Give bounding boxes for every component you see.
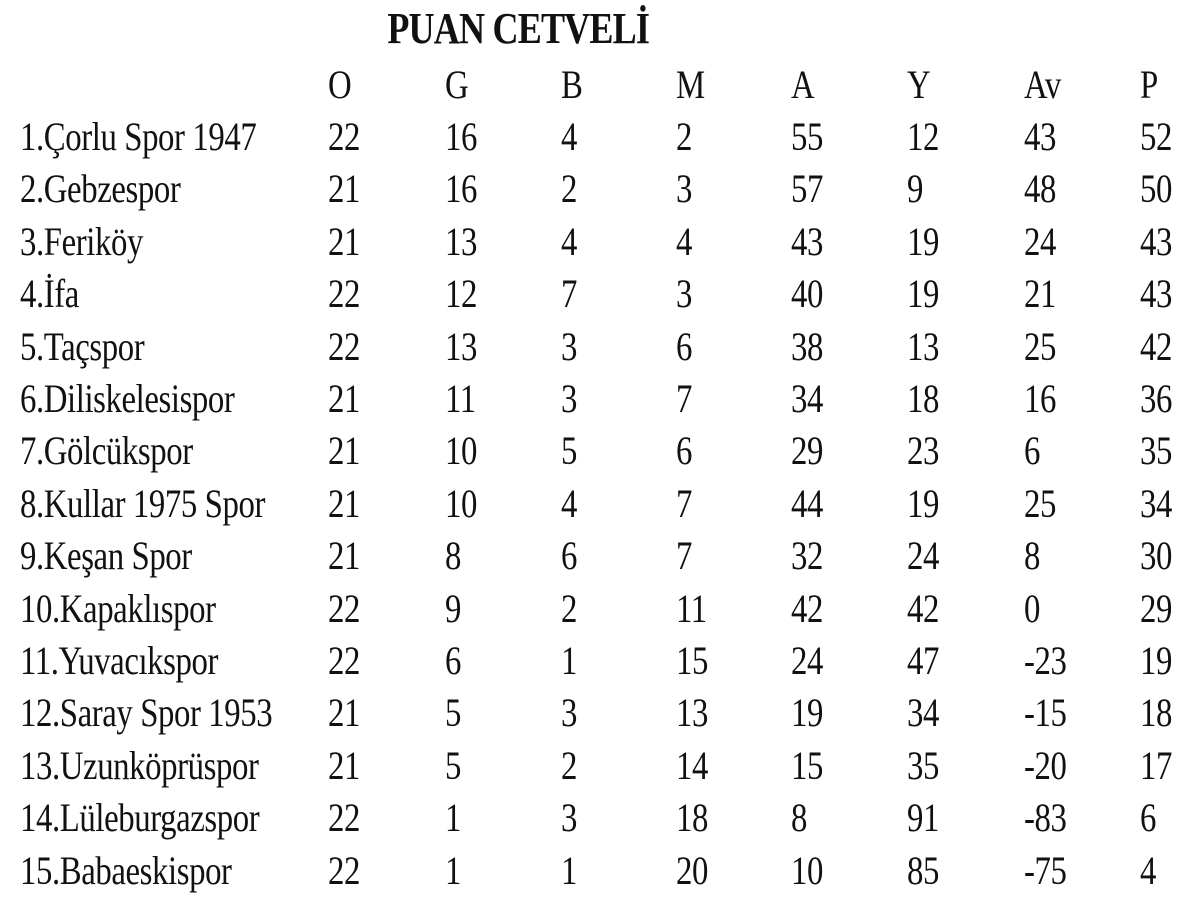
won-cell: 5 bbox=[445, 742, 462, 788]
played-cell: 22 bbox=[327, 271, 360, 317]
goal-difference-cell: 21 bbox=[1023, 271, 1056, 317]
lost-cell: 13 bbox=[676, 690, 709, 736]
table-row bbox=[20, 320, 1200, 372]
drawn-cell: 1 bbox=[560, 637, 577, 683]
goals-for-cell: 43 bbox=[790, 218, 823, 264]
team-name: 6.Diliskelesispor bbox=[20, 376, 235, 422]
won-cell: 12 bbox=[445, 271, 478, 317]
lost-cell: 7 bbox=[676, 533, 693, 579]
drawn-cell: 4 bbox=[560, 218, 577, 264]
table-row bbox=[20, 110, 1200, 162]
goal-difference-cell: 6 bbox=[1023, 428, 1040, 474]
drawn-cell: 7 bbox=[560, 271, 577, 317]
lost-cell: 3 bbox=[676, 271, 693, 317]
drawn-cell: 3 bbox=[560, 795, 577, 841]
goals-against-cell: 19 bbox=[907, 480, 939, 526]
points-cell: 29 bbox=[1140, 585, 1173, 631]
won-cell: 13 bbox=[445, 323, 478, 369]
points-cell: 6 bbox=[1140, 795, 1157, 841]
goals-for-cell: 15 bbox=[790, 742, 823, 788]
page-title: PUAN CETVELİ bbox=[387, 4, 650, 53]
lost-cell: 14 bbox=[676, 742, 709, 788]
lost-cell: 6 bbox=[676, 428, 693, 474]
goal-difference-cell: -15 bbox=[1023, 690, 1066, 736]
lost-cell: 11 bbox=[676, 585, 707, 631]
played-cell: 22 bbox=[327, 637, 360, 683]
drawn-cell: 2 bbox=[560, 585, 577, 631]
table-row bbox=[20, 163, 1200, 215]
team-name: 12.Saray Spor 1953 bbox=[20, 690, 273, 736]
goals-against-cell: 91 bbox=[907, 795, 939, 841]
goals-for-cell: 19 bbox=[790, 690, 823, 736]
won-cell: 16 bbox=[445, 166, 478, 212]
standings-table bbox=[20, 58, 1200, 896]
drawn-cell: 4 bbox=[560, 480, 577, 526]
goals-against-cell: 85 bbox=[907, 847, 939, 893]
table-row bbox=[20, 215, 1200, 267]
header-goal-difference: Av bbox=[1023, 61, 1061, 107]
table-row bbox=[20, 844, 1200, 896]
header-won: G bbox=[445, 61, 469, 107]
team-name: 2.Gebzespor bbox=[20, 166, 181, 212]
goal-difference-cell: -83 bbox=[1023, 795, 1066, 841]
played-cell: 21 bbox=[327, 480, 360, 526]
table-row bbox=[20, 791, 1200, 843]
points-cell: 18 bbox=[1140, 690, 1173, 736]
points-cell: 35 bbox=[1140, 428, 1173, 474]
played-cell: 21 bbox=[327, 533, 360, 579]
won-cell: 16 bbox=[445, 114, 478, 160]
team-name: 11.Yuvacıkspor bbox=[20, 637, 219, 683]
goals-for-cell: 10 bbox=[790, 847, 823, 893]
drawn-cell: 1 bbox=[560, 847, 577, 893]
goal-difference-cell: -23 bbox=[1023, 637, 1066, 683]
goal-difference-cell: 16 bbox=[1023, 376, 1056, 422]
lost-cell: 2 bbox=[676, 114, 693, 160]
goals-against-cell: 9 bbox=[907, 166, 924, 212]
drawn-cell: 3 bbox=[560, 690, 577, 736]
played-cell: 21 bbox=[327, 218, 360, 264]
goals-against-cell: 18 bbox=[907, 376, 939, 422]
table-row bbox=[20, 582, 1200, 634]
points-cell: 4 bbox=[1140, 847, 1157, 893]
team-name: 13.Uzunköprüspor bbox=[20, 742, 259, 788]
played-cell: 21 bbox=[327, 690, 360, 736]
drawn-cell: 5 bbox=[560, 428, 577, 474]
header-points: P bbox=[1140, 61, 1158, 107]
header-lost: M bbox=[676, 61, 705, 107]
team-name: 10.Kapaklıspor bbox=[20, 585, 216, 631]
header-drawn: B bbox=[560, 61, 583, 107]
team-name: 9.Keşan Spor bbox=[20, 533, 192, 579]
team-name: 8.Kullar 1975 Spor bbox=[20, 480, 265, 526]
won-cell: 13 bbox=[445, 218, 478, 264]
table-row bbox=[20, 687, 1200, 739]
goal-difference-cell: 48 bbox=[1023, 166, 1056, 212]
points-cell: 30 bbox=[1140, 533, 1173, 579]
lost-cell: 6 bbox=[676, 323, 693, 369]
lost-cell: 3 bbox=[676, 166, 693, 212]
goals-for-cell: 55 bbox=[790, 114, 823, 160]
drawn-cell: 2 bbox=[560, 742, 577, 788]
won-cell: 9 bbox=[445, 585, 462, 631]
points-cell: 36 bbox=[1140, 376, 1173, 422]
team-name: 3.Feriköy bbox=[20, 218, 143, 264]
played-cell: 21 bbox=[327, 428, 360, 474]
team-name: 4.İfa bbox=[20, 271, 79, 317]
table-row bbox=[20, 634, 1200, 686]
points-cell: 34 bbox=[1140, 480, 1173, 526]
played-cell: 22 bbox=[327, 847, 360, 893]
points-cell: 52 bbox=[1140, 114, 1173, 160]
lost-cell: 7 bbox=[676, 480, 693, 526]
played-cell: 22 bbox=[327, 585, 360, 631]
goals-against-cell: 47 bbox=[907, 637, 939, 683]
played-cell: 21 bbox=[327, 742, 360, 788]
goals-for-cell: 44 bbox=[790, 480, 823, 526]
goals-against-cell: 12 bbox=[907, 114, 939, 160]
team-name: 7.Gölcükspor bbox=[20, 428, 193, 474]
table-row bbox=[20, 530, 1200, 582]
goal-difference-cell: 8 bbox=[1023, 533, 1040, 579]
lost-cell: 18 bbox=[676, 795, 709, 841]
goal-difference-cell: 24 bbox=[1023, 218, 1056, 264]
played-cell: 22 bbox=[327, 323, 360, 369]
drawn-cell: 3 bbox=[560, 323, 577, 369]
goal-difference-cell: 0 bbox=[1023, 585, 1040, 631]
won-cell: 6 bbox=[445, 637, 462, 683]
goals-for-cell: 24 bbox=[790, 637, 823, 683]
goals-against-cell: 19 bbox=[907, 271, 939, 317]
won-cell: 5 bbox=[445, 690, 462, 736]
goals-against-cell: 35 bbox=[907, 742, 939, 788]
goal-difference-cell: 25 bbox=[1023, 480, 1056, 526]
goal-difference-cell: -20 bbox=[1023, 742, 1066, 788]
goals-against-cell: 23 bbox=[907, 428, 939, 474]
played-cell: 21 bbox=[327, 166, 360, 212]
table-row bbox=[20, 372, 1200, 424]
table-row bbox=[20, 268, 1200, 320]
lost-cell: 20 bbox=[676, 847, 709, 893]
played-cell: 22 bbox=[327, 795, 360, 841]
header-team bbox=[20, 58, 328, 110]
points-cell: 43 bbox=[1140, 271, 1173, 317]
goal-difference-cell: 43 bbox=[1023, 114, 1056, 160]
goals-for-cell: 29 bbox=[790, 428, 823, 474]
goals-against-cell: 34 bbox=[907, 690, 939, 736]
team-name: 5.Taçspor bbox=[20, 323, 145, 369]
header-played: O bbox=[327, 61, 351, 107]
lost-cell: 7 bbox=[676, 376, 693, 422]
team-name: 15.Babaeskispor bbox=[20, 847, 232, 893]
lost-cell: 4 bbox=[676, 218, 693, 264]
table-row bbox=[20, 739, 1200, 791]
goals-against-cell: 19 bbox=[907, 218, 939, 264]
header-row bbox=[20, 58, 1200, 110]
table-row bbox=[20, 425, 1200, 477]
goals-against-cell: 24 bbox=[907, 533, 939, 579]
won-cell: 11 bbox=[445, 376, 476, 422]
goals-for-cell: 40 bbox=[790, 271, 823, 317]
played-cell: 21 bbox=[327, 376, 360, 422]
goals-against-cell: 42 bbox=[907, 585, 939, 631]
points-cell: 42 bbox=[1140, 323, 1173, 369]
won-cell: 1 bbox=[445, 847, 462, 893]
goal-difference-cell: 25 bbox=[1023, 323, 1056, 369]
header-goals-for: A bbox=[790, 61, 814, 107]
drawn-cell: 4 bbox=[560, 114, 577, 160]
goals-for-cell: 8 bbox=[790, 795, 807, 841]
goals-for-cell: 57 bbox=[790, 166, 823, 212]
won-cell: 10 bbox=[445, 428, 478, 474]
points-cell: 19 bbox=[1140, 637, 1173, 683]
played-cell: 22 bbox=[327, 114, 360, 160]
won-cell: 8 bbox=[445, 533, 462, 579]
points-cell: 17 bbox=[1140, 742, 1173, 788]
team-name: 1.Çorlu Spor 1947 bbox=[20, 114, 257, 160]
goals-for-cell: 38 bbox=[790, 323, 823, 369]
goal-difference-cell: -75 bbox=[1023, 847, 1066, 893]
drawn-cell: 6 bbox=[560, 533, 577, 579]
goals-for-cell: 42 bbox=[790, 585, 823, 631]
won-cell: 10 bbox=[445, 480, 478, 526]
drawn-cell: 3 bbox=[560, 376, 577, 422]
team-name: 14.Lüleburgazspor bbox=[20, 795, 260, 841]
points-cell: 50 bbox=[1140, 166, 1173, 212]
goals-for-cell: 32 bbox=[790, 533, 823, 579]
goals-against-cell: 13 bbox=[907, 323, 939, 369]
goals-for-cell: 34 bbox=[790, 376, 823, 422]
lost-cell: 15 bbox=[676, 637, 709, 683]
table-row bbox=[20, 477, 1200, 529]
drawn-cell: 2 bbox=[560, 166, 577, 212]
won-cell: 1 bbox=[445, 795, 462, 841]
points-cell: 43 bbox=[1140, 218, 1173, 264]
header-goals-against: Y bbox=[907, 61, 931, 107]
